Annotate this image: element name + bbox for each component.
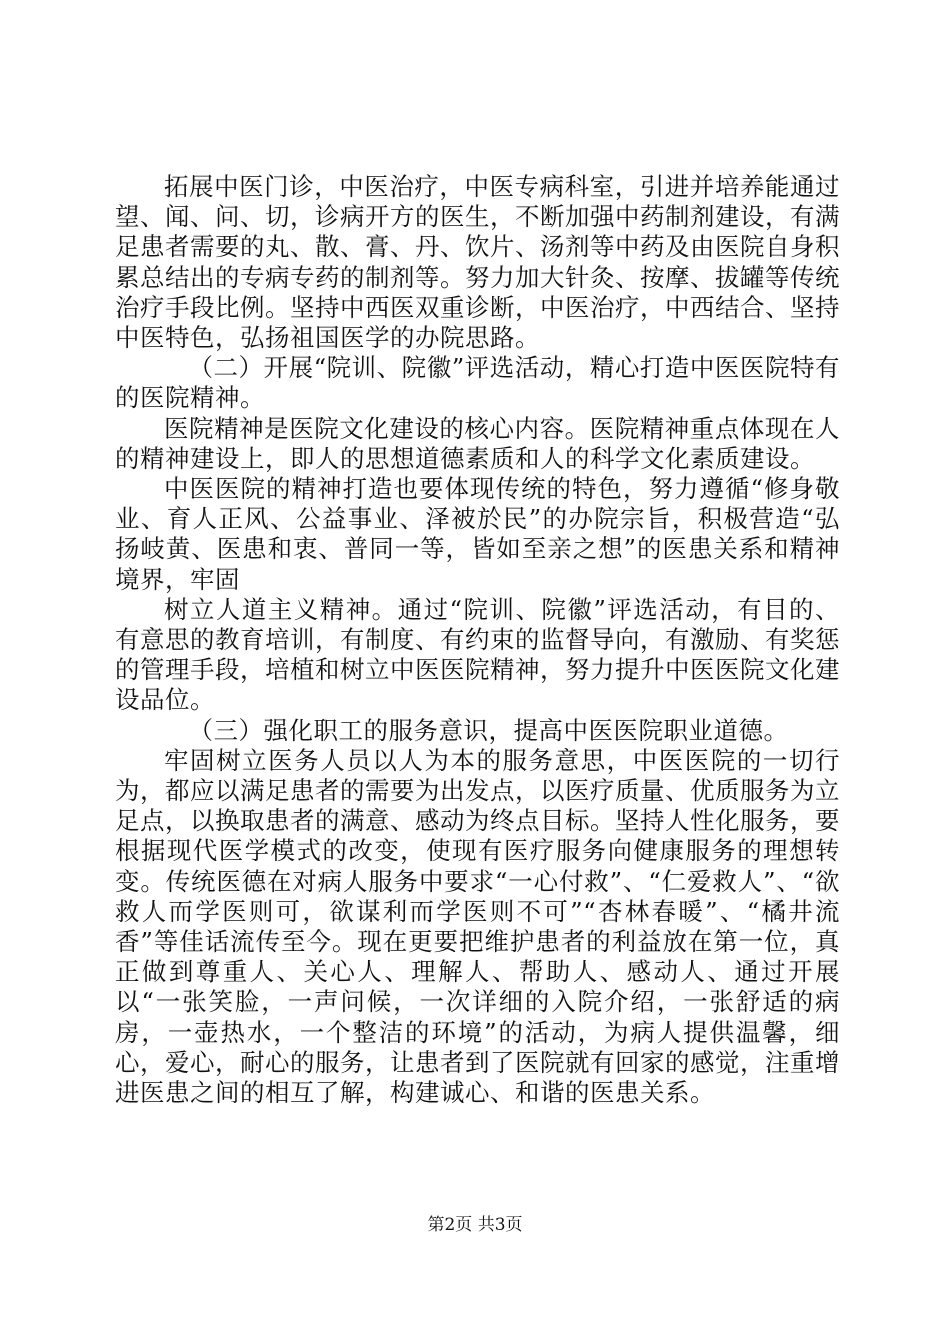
document-body: [115, 172, 840, 1108]
paragraph-patient-centered-service: 牢固树立医务人员以人为本的服务意思，中医医院的一切行为，都应以满足患者的需要为出发点，以医疗质量、优质服务为立足点，以换取患者的满意、感动为终点目标。坚持人性化服务，要根据现代医学模式的改变，使现有医疗服务向健康服务的理想转变。传统医德在对病人服务中要求“一心付救”、“仁爱救人”、“欲救人而学医则可，欲谋利而学医则不可”“杏林春暖”、“橘井流香”等佳话流传至今。现在更要把维护患者的利益放在第一位，真正做到尊重人、关心人、理解人、帮助人、感动人、通过开展以“一张笑脸，一声问候，一次详细的入院介绍，一张舒适的病房，一壶热水，一个整洁的环境”的活动，为病人提供温馨，细心，爱心，耐心的服务，让患者到了医院就有回家的感觉，注重增进医患之间的相互了解，构建诚心、和谐的医患关系。: [115, 745, 840, 1108]
paragraph-traditional-characteristics: 中医医院的精神打造也要体现传统的特色，努力遵循“修身敬业、育人正风、公益事业、泽被於民”的办院宗旨，积极营造“弘扬岐黄、医患和衷、普同一等，皆如至亲之想”的医患关系和精神境界，牢固: [115, 474, 840, 594]
section-heading-service-awareness: （三）强化职工的服务意识，提高中医医院职业道德。: [188, 715, 789, 745]
paragraph-hospital-spirit-core: 医院精神是医院文化建设的核心内容。医院精神重点体现在人的精神建设上，即人的思想道德素质和人的科学文化素质建设。: [115, 413, 840, 473]
paragraph-humanitarian-spirit: 树立人道主义精神。通过“院训、院徽”评选活动，有目的、有意思的教育培训，有制度、有约束的监督导向，有激励、有奖惩的管理手段，培植和树立中医医院精神，努力提升中医医院文化建设品位。: [115, 594, 840, 715]
section-heading-hospital-spirit: （二）开展“院训、院徽”评选活动，精心打造中医医院特有的医院精神。: [115, 353, 840, 413]
page-number-footer: 第2页 共3页: [427, 1215, 523, 1235]
paragraph-tcm-clinic-expansion: 拓展中医门诊，中医治疗，中医专病科室，引进并培养能通过望、闻、问、切，诊病开方的医生，不断加强中药制剂建设，有满足患者需要的丸、散、膏、丹、饮片、汤剂等中药及由医院自身积累总结出的专病专药的制剂等。努力加大针灸、按摩、拔罐等传统治疗手段比例。坚持中西医双重诊断，中医治疗，中西结合、坚持中医特色，弘扬祖国医学的办院思路。: [115, 172, 840, 353]
